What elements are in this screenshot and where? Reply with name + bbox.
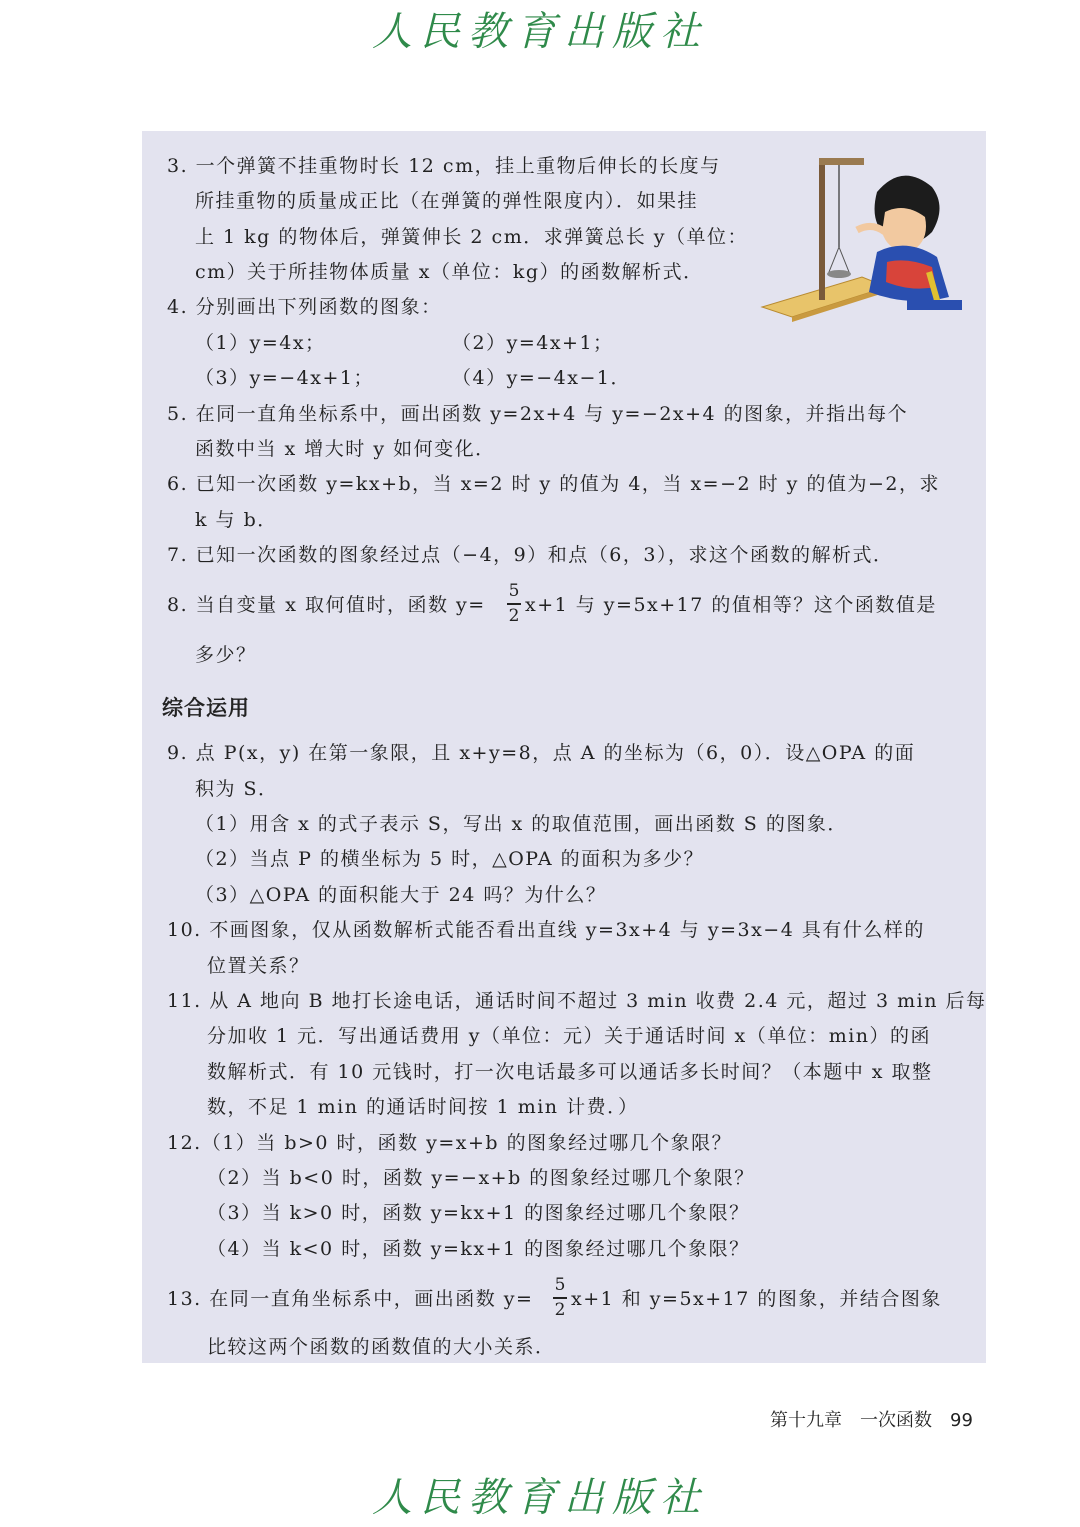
text-line-5: 4. 分别画出下列函数的图象： — [167, 296, 442, 318]
text-line-7b: （4）y=−4x−1． — [452, 367, 631, 389]
text-line-12: 7. 已知一次函数的图象经过点（−4，9）和点（6，3），求这个函数的解析式． — [167, 544, 894, 566]
text-line-25: 数，不足 1 min 的通话时间按 1 min 计费．） — [207, 1096, 639, 1118]
fraction-numerator-q8: 5 — [508, 581, 520, 601]
text-line-30a: 13. 在同一直角坐标系中，画出函数 y= — [167, 1288, 534, 1310]
text-line-27: （2）当 b<0 时，函数 y=−x+b 的图象经过哪几个象限？ — [207, 1167, 755, 1189]
text-line-23: 分加收 1 元．写出通话费用 y（单位：元）关于通话时间 x（单位：min）的函 — [207, 1025, 932, 1047]
section-heading: 综合运用 — [162, 696, 250, 720]
text-line-26: 12.（1）当 b>0 时，函数 y=x+b 的图象经过哪几个象限？ — [167, 1132, 733, 1154]
text-line-11: k 与 b． — [195, 509, 278, 531]
fraction-bar-q8 — [507, 603, 521, 605]
text-line-13a: 8. 当自变量 x 取何值时，函数 y= — [167, 594, 486, 616]
text-line-22: 11. 从 A 地向 B 地打长途电话，通话时间不超过 3 min 收费 2.4 元，超过 3 min 后每 — [167, 990, 987, 1012]
fraction-numerator-q13: 5 — [554, 1275, 566, 1295]
page-footer — [770, 1406, 973, 1432]
text-line-9: 函数中当 x 增大时 y 如何变化． — [195, 438, 496, 460]
text-line-8: 5. 在同一直角坐标系中，画出函数 y=2x+4 与 y=−2x+4 的图象，并指出每个 — [167, 403, 909, 425]
text-line-17: （1）用含 x 的式子表示 S，写出 x 的取值范围，画出函数 S 的图象． — [195, 813, 848, 835]
spring-experiment-illustration — [757, 152, 972, 330]
fraction-denominator-q8: 2 — [508, 606, 520, 626]
text-line-18: （2）当点 P 的横坐标为 5 时，△OPA 的面积为多少？ — [195, 848, 705, 870]
text-line-20: 10. 不画图象，仅从函数解析式能否看出直线 y=3x+4 与 y=3x−4 具有什么样的 — [167, 919, 925, 941]
text-line-2: 所挂重物的质量成正比（在弹簧的弹性限度内）．如果挂 — [195, 190, 699, 212]
text-line-3: 上 1 kg 的物体后，弹簧伸长 2 cm．求弹簧总长 y（单位： — [195, 226, 748, 248]
text-line-1: 3. 一个弹簧不挂重物时长 12 cm，挂上重物后伸长的长度与 — [167, 155, 721, 177]
text-line-16: 积为 S． — [195, 778, 279, 800]
text-line-29: （4）当 k<0 时，函数 y=kx+1 的图象经过哪几个象限？ — [207, 1238, 750, 1260]
text-line-19: （3）△OPA 的面积能大于 24 吗？为什么？ — [195, 884, 607, 906]
text-line-15: 9. 点 P(x，y) 在第一象限，且 x+y=8，点 A 的坐标为（6，0）．设△OPA 的面 — [167, 742, 916, 764]
publisher-logo-top: 人民教育出版社 — [372, 9, 708, 55]
text-line-7a: （3）y=−4x+1； — [195, 367, 374, 389]
fraction-bar-q13 — [553, 1297, 567, 1299]
text-line-6b: （2）y=4x+1； — [452, 332, 614, 354]
text-line-13b: x+1 与 y=5x+17 的值相等？这个函数值是 — [525, 594, 937, 616]
text-line-14: 多少？ — [195, 644, 257, 666]
text-line-30b: x+1 和 y=5x+17 的图象，并结合图象 — [571, 1288, 942, 1310]
page-number: 99 — [950, 1410, 973, 1431]
publisher-logo-bottom: 人民教育出版社 — [372, 1475, 708, 1521]
text-line-21: 位置关系？ — [207, 955, 310, 977]
fraction-denominator-q13: 2 — [554, 1300, 566, 1320]
text-line-4: cm）关于所挂物体质量 x（单位：kg）的函数解析式． — [195, 261, 704, 283]
text-line-31: 比较这两个函数的函数值的大小关系． — [207, 1336, 556, 1358]
chapter-label: 第十九章 一次函数 — [770, 1410, 932, 1431]
text-line-6a: （1）y=4x； — [195, 332, 326, 354]
text-line-28: （3）当 k>0 时，函数 y=kx+1 的图象经过哪几个象限？ — [207, 1202, 750, 1224]
text-line-24: 数解析式．有 10 元钱时，打一次电话最多可以通话多长时间？（本题中 x 取整 — [207, 1061, 933, 1083]
text-line-10: 6. 已知一次函数 y=kx+b，当 x=2 时 y 的值为 4，当 x=−2 时 y 的值为−2，求 — [167, 473, 940, 495]
